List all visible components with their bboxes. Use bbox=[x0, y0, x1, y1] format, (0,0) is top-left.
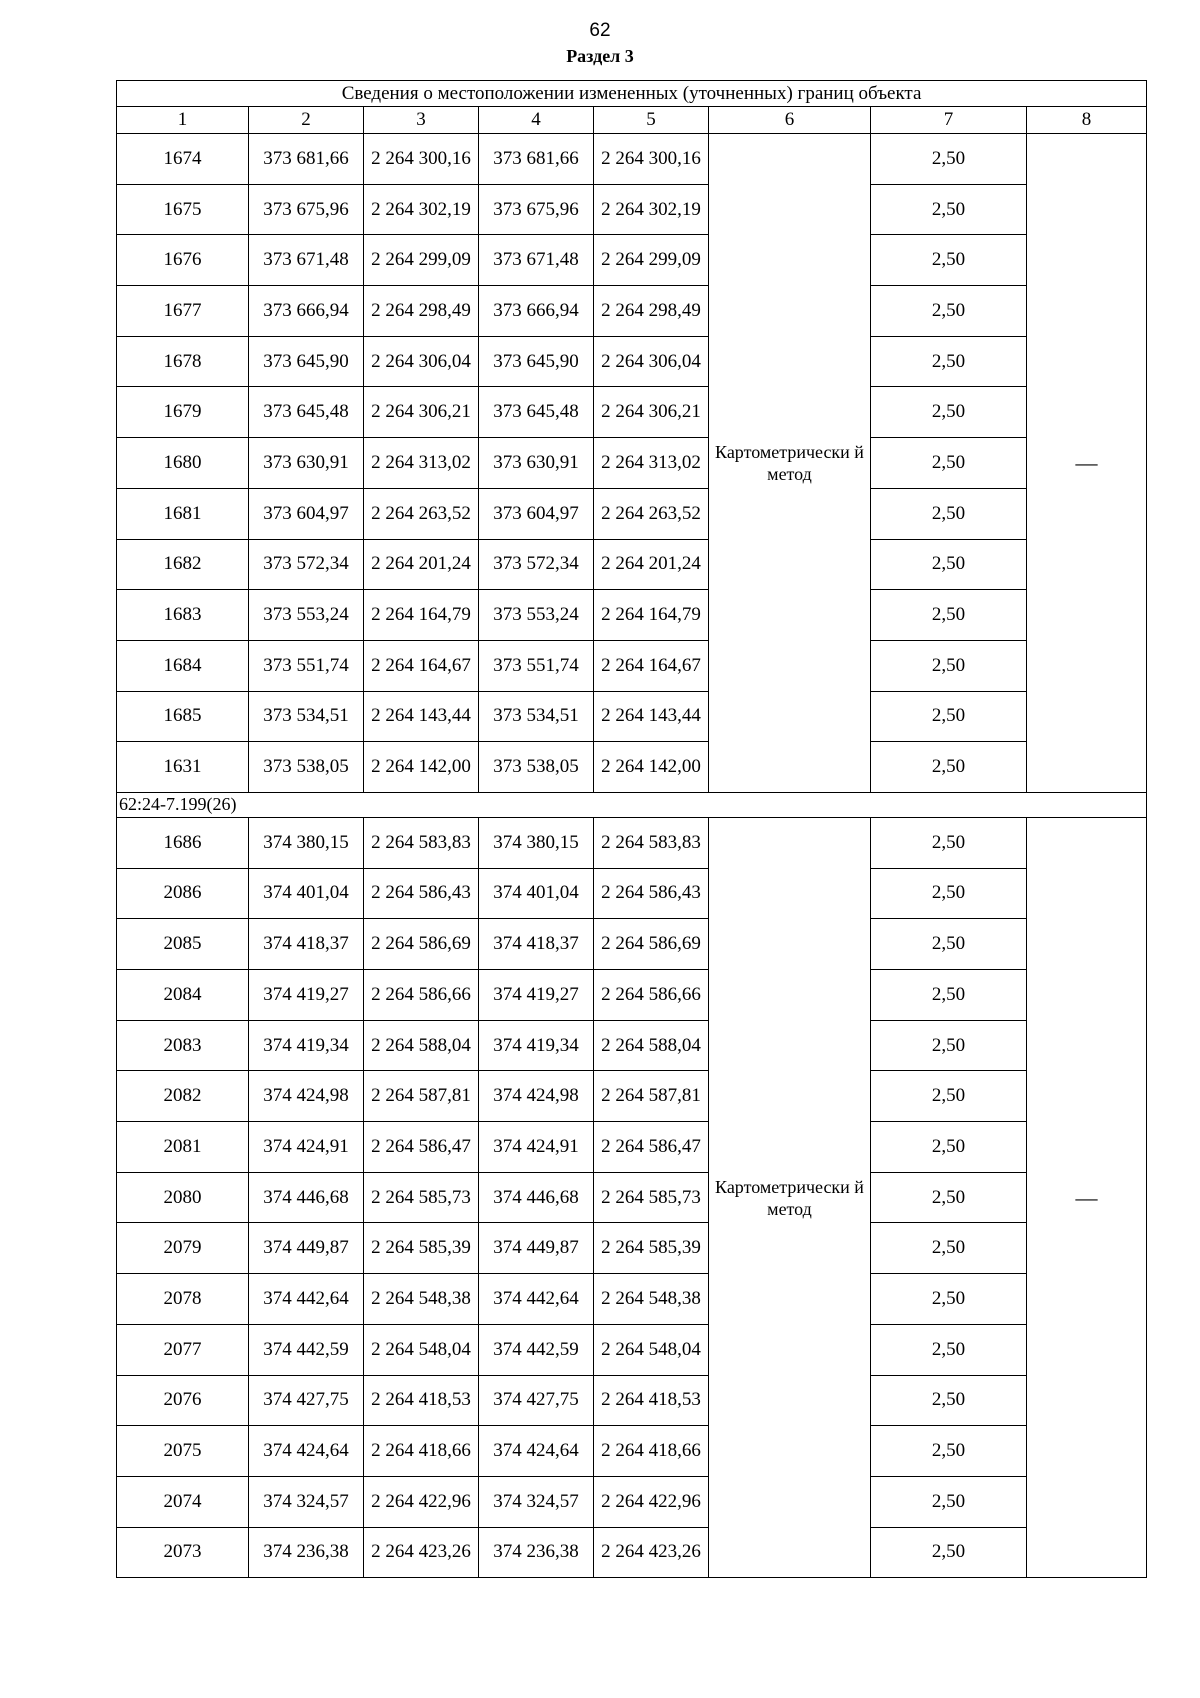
x-cell: 373 538,05 bbox=[479, 742, 594, 793]
point-number-cell: 2074 bbox=[117, 1476, 249, 1527]
coordinates-table bbox=[116, 80, 1147, 1578]
precision-cell: 2,50 bbox=[871, 488, 1027, 539]
x-cell: 374 236,38 bbox=[479, 1527, 594, 1578]
point-number-cell: 1631 bbox=[117, 742, 249, 793]
method-cell: Картометрически й метод bbox=[709, 134, 871, 793]
y-cell: 2 264 164,67 bbox=[594, 640, 709, 691]
y-cell: 2 264 263,52 bbox=[364, 488, 479, 539]
y-cell: 2 264 588,04 bbox=[364, 1020, 479, 1071]
x-cell: 374 401,04 bbox=[249, 868, 364, 919]
y-cell: 2 264 306,21 bbox=[364, 387, 479, 438]
table-row bbox=[117, 817, 1147, 868]
table-row bbox=[117, 235, 1147, 286]
precision-cell: 2,50 bbox=[871, 590, 1027, 641]
x-cell: 373 671,48 bbox=[249, 235, 364, 286]
point-number-cell: 1676 bbox=[117, 235, 249, 286]
table-row bbox=[117, 488, 1147, 539]
column-number: 5 bbox=[594, 107, 709, 134]
column-8-cell: — bbox=[1027, 134, 1147, 793]
precision-cell: 2,50 bbox=[871, 336, 1027, 387]
x-cell: 373 675,96 bbox=[249, 184, 364, 235]
y-cell: 2 264 588,04 bbox=[594, 1020, 709, 1071]
x-cell: 373 604,97 bbox=[479, 488, 594, 539]
column-number: 4 bbox=[479, 107, 594, 134]
y-cell: 2 264 583,83 bbox=[364, 817, 479, 868]
x-cell: 374 324,57 bbox=[479, 1476, 594, 1527]
y-cell: 2 264 313,02 bbox=[364, 438, 479, 489]
x-cell: 374 236,38 bbox=[249, 1527, 364, 1578]
precision-cell: 2,50 bbox=[871, 184, 1027, 235]
column-number: 7 bbox=[871, 107, 1027, 134]
table-row bbox=[117, 1476, 1147, 1527]
precision-cell: 2,50 bbox=[871, 1324, 1027, 1375]
precision-cell: 2,50 bbox=[871, 868, 1027, 919]
precision-cell: 2,50 bbox=[871, 1274, 1027, 1325]
precision-cell: 2,50 bbox=[871, 1476, 1027, 1527]
y-cell: 2 264 585,73 bbox=[594, 1172, 709, 1223]
y-cell: 2 264 299,09 bbox=[594, 235, 709, 286]
point-number-cell: 2086 bbox=[117, 868, 249, 919]
x-cell: 374 419,27 bbox=[479, 970, 594, 1021]
point-number-cell: 2073 bbox=[117, 1527, 249, 1578]
precision-cell: 2,50 bbox=[871, 235, 1027, 286]
x-cell: 373 538,05 bbox=[249, 742, 364, 793]
y-cell: 2 264 585,39 bbox=[594, 1223, 709, 1274]
x-cell: 374 419,34 bbox=[479, 1020, 594, 1071]
x-cell: 374 442,64 bbox=[479, 1274, 594, 1325]
point-number-cell: 1682 bbox=[117, 539, 249, 590]
y-cell: 2 264 300,16 bbox=[364, 134, 479, 185]
x-cell: 373 645,48 bbox=[479, 387, 594, 438]
x-cell: 373 551,74 bbox=[479, 640, 594, 691]
table-row bbox=[117, 438, 1147, 489]
table-row bbox=[117, 1223, 1147, 1274]
x-cell: 373 553,24 bbox=[249, 590, 364, 641]
point-number-cell: 2082 bbox=[117, 1071, 249, 1122]
x-cell: 373 630,91 bbox=[249, 438, 364, 489]
x-cell: 373 534,51 bbox=[479, 691, 594, 742]
point-number-cell: 1678 bbox=[117, 336, 249, 387]
y-cell: 2 264 423,26 bbox=[594, 1527, 709, 1578]
x-cell: 374 380,15 bbox=[249, 817, 364, 868]
precision-cell: 2,50 bbox=[871, 438, 1027, 489]
x-cell: 374 424,64 bbox=[479, 1426, 594, 1477]
y-cell: 2 264 586,43 bbox=[594, 868, 709, 919]
precision-cell: 2,50 bbox=[871, 1071, 1027, 1122]
y-cell: 2 264 298,49 bbox=[594, 286, 709, 337]
precision-cell: 2,50 bbox=[871, 539, 1027, 590]
point-number-cell: 2083 bbox=[117, 1020, 249, 1071]
y-cell: 2 264 306,21 bbox=[594, 387, 709, 438]
y-cell: 2 264 583,83 bbox=[594, 817, 709, 868]
x-cell: 374 324,57 bbox=[249, 1476, 364, 1527]
y-cell: 2 264 423,26 bbox=[364, 1527, 479, 1578]
precision-cell: 2,50 bbox=[871, 1426, 1027, 1477]
y-cell: 2 264 418,53 bbox=[594, 1375, 709, 1426]
x-cell: 374 442,59 bbox=[479, 1324, 594, 1375]
method-cell: Картометрически й метод bbox=[709, 817, 871, 1577]
y-cell: 2 264 586,66 bbox=[364, 970, 479, 1021]
x-cell: 373 666,94 bbox=[249, 286, 364, 337]
precision-cell: 2,50 bbox=[871, 919, 1027, 970]
y-cell: 2 264 164,79 bbox=[364, 590, 479, 641]
point-number-cell: 1681 bbox=[117, 488, 249, 539]
x-cell: 374 424,98 bbox=[479, 1071, 594, 1122]
x-cell: 373 681,66 bbox=[249, 134, 364, 185]
y-cell: 2 264 142,00 bbox=[364, 742, 479, 793]
x-cell: 373 675,96 bbox=[479, 184, 594, 235]
y-cell: 2 264 548,04 bbox=[594, 1324, 709, 1375]
precision-cell: 2,50 bbox=[871, 387, 1027, 438]
precision-cell: 2,50 bbox=[871, 286, 1027, 337]
y-cell: 2 264 418,66 bbox=[594, 1426, 709, 1477]
table-row bbox=[117, 286, 1147, 337]
table-row bbox=[117, 640, 1147, 691]
y-cell: 2 264 586,43 bbox=[364, 868, 479, 919]
table-row bbox=[117, 1324, 1147, 1375]
table-row bbox=[117, 336, 1147, 387]
y-cell: 2 264 306,04 bbox=[364, 336, 479, 387]
point-number-cell: 2081 bbox=[117, 1122, 249, 1173]
precision-cell: 2,50 bbox=[871, 1375, 1027, 1426]
precision-cell: 2,50 bbox=[871, 817, 1027, 868]
precision-cell: 2,50 bbox=[871, 1172, 1027, 1223]
y-cell: 2 264 585,73 bbox=[364, 1172, 479, 1223]
x-cell: 374 424,91 bbox=[479, 1122, 594, 1173]
table-row bbox=[117, 691, 1147, 742]
precision-cell: 2,50 bbox=[871, 1223, 1027, 1274]
y-cell: 2 264 263,52 bbox=[594, 488, 709, 539]
table-row bbox=[117, 1527, 1147, 1578]
x-cell: 374 446,68 bbox=[249, 1172, 364, 1223]
table-row bbox=[117, 590, 1147, 641]
y-cell: 2 264 201,24 bbox=[364, 539, 479, 590]
y-cell: 2 264 302,19 bbox=[364, 184, 479, 235]
group-label: 62:24-7.199(26) bbox=[117, 792, 1147, 817]
y-cell: 2 264 143,44 bbox=[364, 691, 479, 742]
precision-cell: 2,50 bbox=[871, 1020, 1027, 1071]
table-row bbox=[117, 134, 1147, 185]
precision-cell: 2,50 bbox=[871, 1122, 1027, 1173]
x-cell: 374 419,34 bbox=[249, 1020, 364, 1071]
y-cell: 2 264 586,69 bbox=[594, 919, 709, 970]
x-cell: 374 380,15 bbox=[479, 817, 594, 868]
point-number-cell: 2078 bbox=[117, 1274, 249, 1325]
y-cell: 2 264 164,79 bbox=[594, 590, 709, 641]
x-cell: 374 449,87 bbox=[249, 1223, 364, 1274]
point-number-cell: 2080 bbox=[117, 1172, 249, 1223]
y-cell: 2 264 300,16 bbox=[594, 134, 709, 185]
y-cell: 2 264 585,39 bbox=[364, 1223, 479, 1274]
column-number: 8 bbox=[1027, 107, 1147, 134]
x-cell: 373 645,90 bbox=[479, 336, 594, 387]
point-number-cell: 1680 bbox=[117, 438, 249, 489]
precision-cell: 2,50 bbox=[871, 1527, 1027, 1578]
x-cell: 374 446,68 bbox=[479, 1172, 594, 1223]
x-cell: 373 681,66 bbox=[479, 134, 594, 185]
x-cell: 373 666,94 bbox=[479, 286, 594, 337]
y-cell: 2 264 142,00 bbox=[594, 742, 709, 793]
x-cell: 373 553,24 bbox=[479, 590, 594, 641]
column-number: 6 bbox=[709, 107, 871, 134]
point-number-cell: 2076 bbox=[117, 1375, 249, 1426]
y-cell: 2 264 586,47 bbox=[364, 1122, 479, 1173]
point-number-cell: 2075 bbox=[117, 1426, 249, 1477]
x-cell: 373 551,74 bbox=[249, 640, 364, 691]
x-cell: 374 442,64 bbox=[249, 1274, 364, 1325]
x-cell: 374 427,75 bbox=[479, 1375, 594, 1426]
table-row bbox=[117, 868, 1147, 919]
x-cell: 374 424,64 bbox=[249, 1426, 364, 1477]
table-row bbox=[117, 387, 1147, 438]
point-number-cell: 1683 bbox=[117, 590, 249, 641]
column-8-cell: — bbox=[1027, 817, 1147, 1577]
x-cell: 373 572,34 bbox=[479, 539, 594, 590]
table-row bbox=[117, 1122, 1147, 1173]
precision-cell: 2,50 bbox=[871, 742, 1027, 793]
table-row bbox=[117, 1020, 1147, 1071]
group-header-row bbox=[117, 792, 1147, 817]
x-cell: 373 671,48 bbox=[479, 235, 594, 286]
column-number: 2 bbox=[249, 107, 364, 134]
x-cell: 373 645,48 bbox=[249, 387, 364, 438]
point-number-cell: 1685 bbox=[117, 691, 249, 742]
x-cell: 373 572,34 bbox=[249, 539, 364, 590]
y-cell: 2 264 587,81 bbox=[594, 1071, 709, 1122]
y-cell: 2 264 313,02 bbox=[594, 438, 709, 489]
y-cell: 2 264 548,38 bbox=[594, 1274, 709, 1325]
table-row bbox=[117, 1426, 1147, 1477]
table-row bbox=[117, 539, 1147, 590]
x-cell: 374 418,37 bbox=[479, 919, 594, 970]
x-cell: 374 424,91 bbox=[249, 1122, 364, 1173]
point-number-cell: 2085 bbox=[117, 919, 249, 970]
y-cell: 2 264 422,96 bbox=[594, 1476, 709, 1527]
precision-cell: 2,50 bbox=[871, 970, 1027, 1021]
y-cell: 2 264 298,49 bbox=[364, 286, 479, 337]
x-cell: 373 604,97 bbox=[249, 488, 364, 539]
table-row bbox=[117, 1274, 1147, 1325]
point-number-cell: 1677 bbox=[117, 286, 249, 337]
y-cell: 2 264 422,96 bbox=[364, 1476, 479, 1527]
y-cell: 2 264 586,66 bbox=[594, 970, 709, 1021]
y-cell: 2 264 201,24 bbox=[594, 539, 709, 590]
point-number-cell: 1675 bbox=[117, 184, 249, 235]
x-cell: 374 401,04 bbox=[479, 868, 594, 919]
point-number-cell: 2077 bbox=[117, 1324, 249, 1375]
section-title: Раздел 3 bbox=[566, 46, 634, 66]
y-cell: 2 264 548,04 bbox=[364, 1324, 479, 1375]
x-cell: 374 427,75 bbox=[249, 1375, 364, 1426]
x-cell: 374 419,27 bbox=[249, 970, 364, 1021]
y-cell: 2 264 143,44 bbox=[594, 691, 709, 742]
x-cell: 374 418,37 bbox=[249, 919, 364, 970]
x-cell: 373 645,90 bbox=[249, 336, 364, 387]
precision-cell: 2,50 bbox=[871, 134, 1027, 185]
table-row bbox=[117, 970, 1147, 1021]
precision-cell: 2,50 bbox=[871, 640, 1027, 691]
point-number-cell: 1674 bbox=[117, 134, 249, 185]
y-cell: 2 264 548,38 bbox=[364, 1274, 479, 1325]
page-number: 62 bbox=[589, 20, 611, 41]
table-row bbox=[117, 1071, 1147, 1122]
x-cell: 374 442,59 bbox=[249, 1324, 364, 1375]
y-cell: 2 264 164,67 bbox=[364, 640, 479, 691]
x-cell: 373 630,91 bbox=[479, 438, 594, 489]
column-number: 1 bbox=[117, 107, 249, 134]
table-row bbox=[117, 1375, 1147, 1426]
y-cell: 2 264 418,66 bbox=[364, 1426, 479, 1477]
y-cell: 2 264 418,53 bbox=[364, 1375, 479, 1426]
point-number-cell: 1684 bbox=[117, 640, 249, 691]
x-cell: 374 449,87 bbox=[479, 1223, 594, 1274]
y-cell: 2 264 586,69 bbox=[364, 919, 479, 970]
point-number-cell: 1679 bbox=[117, 387, 249, 438]
point-number-cell: 1686 bbox=[117, 817, 249, 868]
table-row bbox=[117, 742, 1147, 793]
table-row bbox=[117, 919, 1147, 970]
x-cell: 374 424,98 bbox=[249, 1071, 364, 1122]
y-cell: 2 264 586,47 bbox=[594, 1122, 709, 1173]
y-cell: 2 264 306,04 bbox=[594, 336, 709, 387]
x-cell: 373 534,51 bbox=[249, 691, 364, 742]
table-caption: Сведения о местоположении измененных (уточненных) границ объекта bbox=[117, 81, 1147, 107]
column-number: 3 bbox=[364, 107, 479, 134]
point-number-cell: 2079 bbox=[117, 1223, 249, 1274]
precision-cell: 2,50 bbox=[871, 691, 1027, 742]
y-cell: 2 264 302,19 bbox=[594, 184, 709, 235]
table-row bbox=[117, 184, 1147, 235]
y-cell: 2 264 299,09 bbox=[364, 235, 479, 286]
point-number-cell: 2084 bbox=[117, 970, 249, 1021]
y-cell: 2 264 587,81 bbox=[364, 1071, 479, 1122]
table-row bbox=[117, 1172, 1147, 1223]
